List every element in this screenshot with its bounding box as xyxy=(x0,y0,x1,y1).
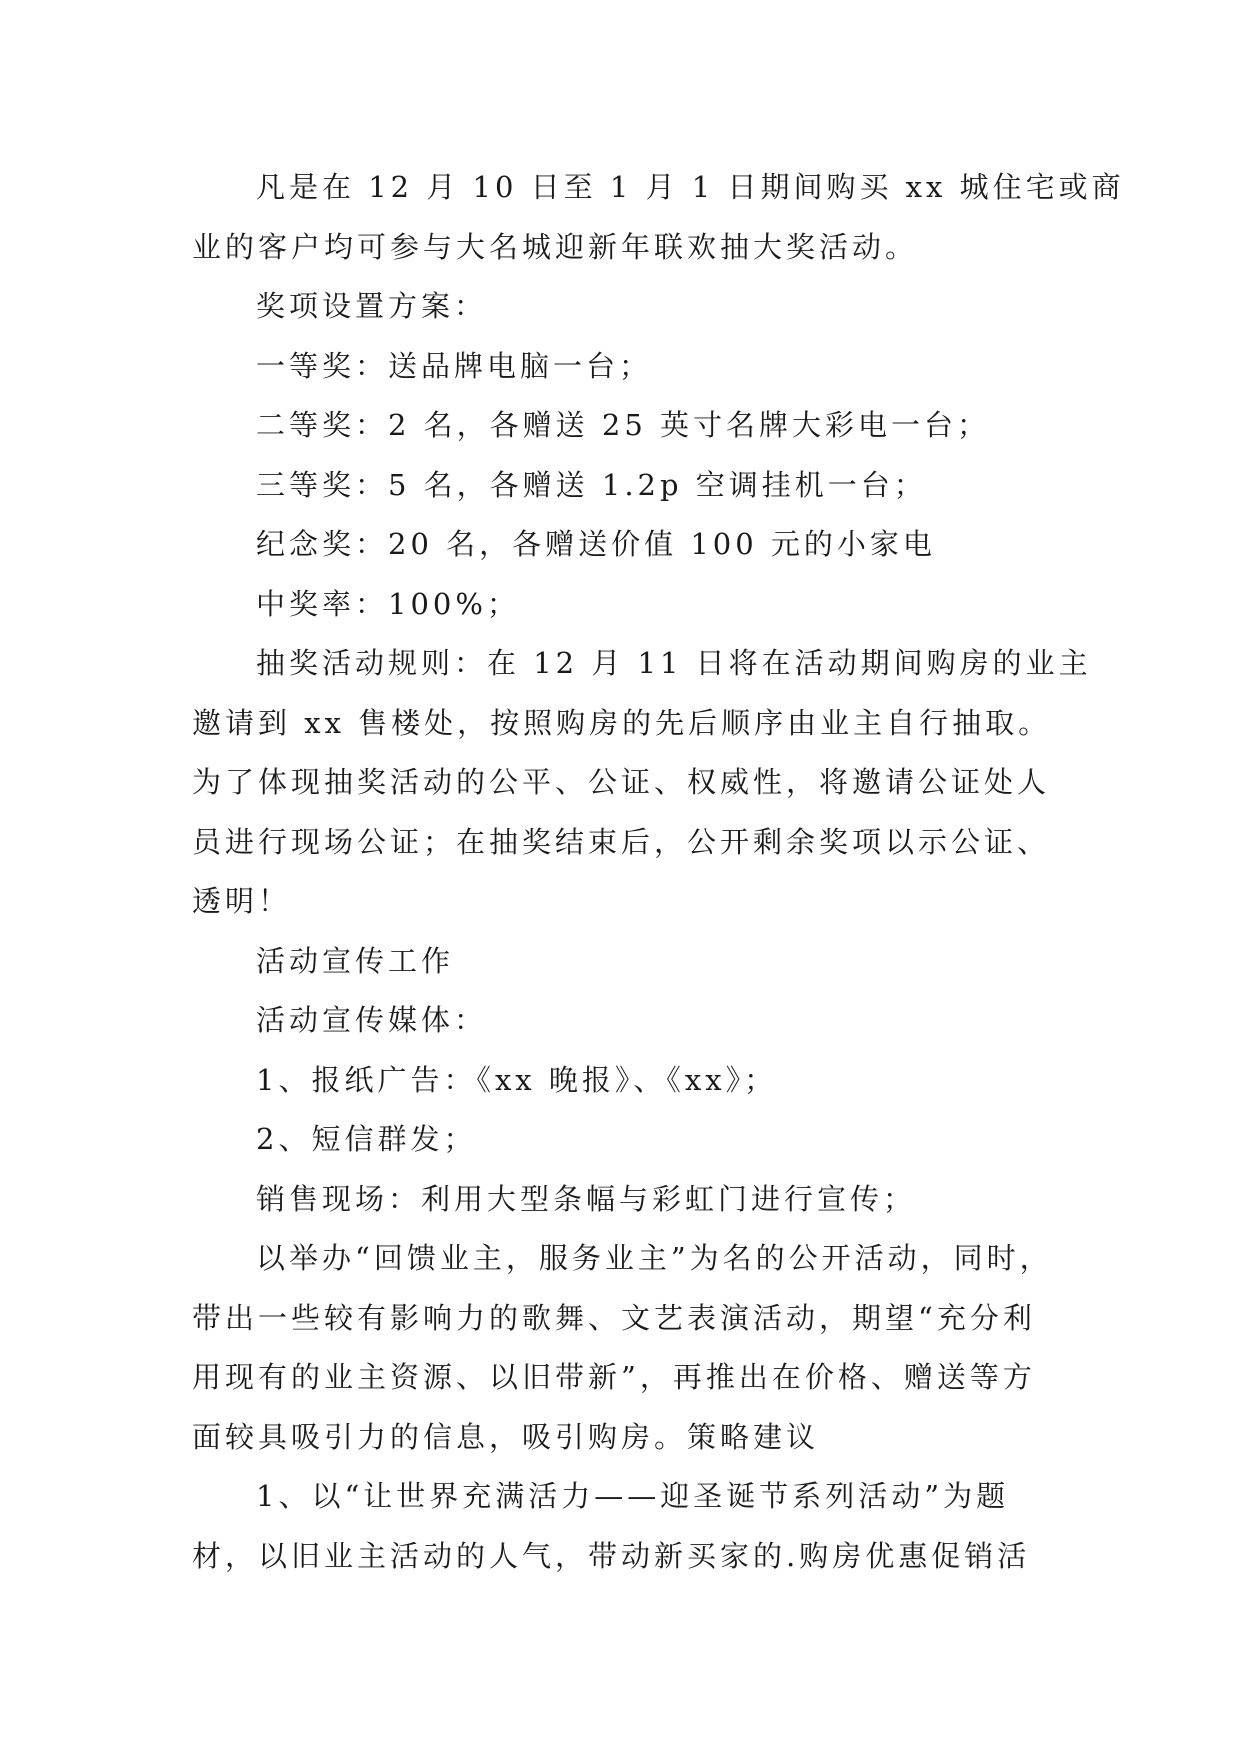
text-line: 奖项设置方案： xyxy=(256,289,488,323)
text-line: 三等奖：5 名，各赠送 1.2p 空调挂机一台； xyxy=(256,467,927,502)
text-line: 活动宣传媒体： xyxy=(256,1003,488,1037)
text-line: 抽奖活动规则：在 12 月 11 日将在活动期间购房的业主 xyxy=(256,646,1092,680)
text-line: 用现有的业主资源、以旧带新”，再推出在价格、赠送等方 xyxy=(192,1360,1036,1394)
text-line: 员进行现场公证；在抽奖结束后，公开剩余奖项以示公证、 xyxy=(192,824,1051,859)
text-line: 一等奖：送品牌电脑一台； xyxy=(256,348,653,383)
text-line: 2、短信群发； xyxy=(256,1122,477,1156)
text-line: 中奖率：100%； xyxy=(256,586,520,621)
text-line: 材，以旧业主活动的人气，带动新买家的.购房优惠促销活 xyxy=(192,1538,1031,1573)
text-line: 1、以“让世界充满活力——迎圣诞节系列活动”为题 xyxy=(256,1479,1010,1513)
text-line: 凡是在 12 月 10 日至 1 月 1 日期间购买 xx 城住宅或商 xyxy=(256,170,1125,204)
text-line: 邀请到 xx 售楼处，按照购房的先后顺序由业主自行抽取。 xyxy=(192,705,1052,740)
text-line: 透明！ xyxy=(192,884,292,918)
text-line: 面较具吸引力的信息，吸引购房。策略建议 xyxy=(192,1419,820,1454)
document-body xyxy=(192,158,1125,1586)
text-line: 带出一些较有影响力的歌舞、文艺表演活动，期望“充分利 xyxy=(192,1300,1036,1335)
text-line: 1、报纸广告：《xx 晚报》、《xx》； xyxy=(256,1062,778,1097)
text-line: 为了体现抽奖活动的公平、公证、权威性，将邀请公证处人 xyxy=(192,765,1051,799)
text-line: 销售现场：利用大型条幅与彩虹门进行宣传； xyxy=(256,1181,917,1216)
text-line: 活动宣传工作 xyxy=(256,943,455,978)
text-line: 以举办“回馈业主，服务业主”为名的公开活动，同时， xyxy=(256,1241,1053,1275)
text-line: 纪念奖：20 名，各赠送价值 100 元的小家电 xyxy=(256,527,936,561)
text-line: 业的客户均可参与大名城迎新年联欢抽大奖活动。 xyxy=(192,229,919,264)
text-line: 二等奖：2 名，各赠送 25 英寸名牌大彩电一台； xyxy=(256,408,991,442)
